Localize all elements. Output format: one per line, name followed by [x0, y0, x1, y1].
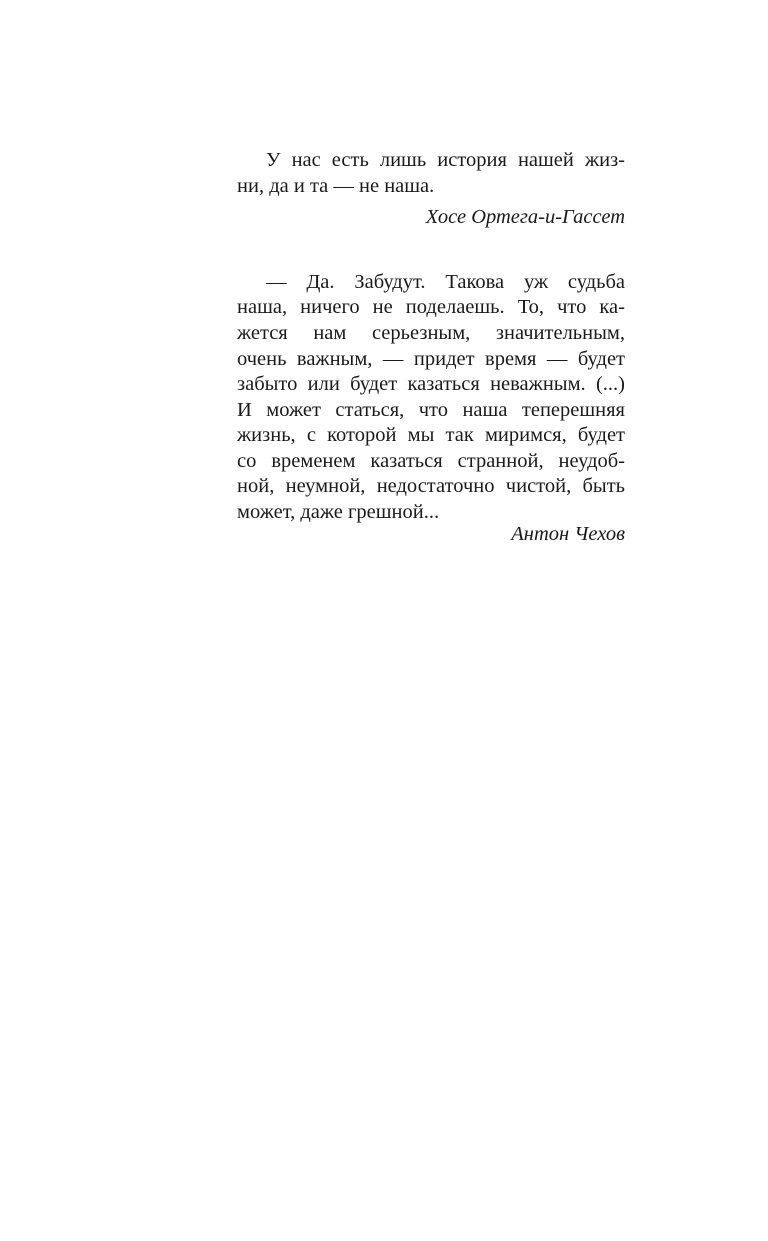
epigraph-2-line: со временем казаться странной, неудоб- [237, 450, 625, 472]
epigraph-1-line: ни, да и та — не наша. [237, 175, 435, 197]
epigraph-2-line: ной, неумной, недостаточно чистой, быть [237, 475, 625, 497]
epigraph-2-line: забыто или будет казаться неважным. (...) [237, 373, 625, 395]
epigraph-2-line: жизнь, с которой мы так миримся, будет [237, 424, 625, 446]
epigraph-2-line: может, даже грешной... [237, 501, 440, 523]
epigraph-2-line: — Да. Забудут. Такова уж судьба [266, 271, 625, 293]
epigraph-1-author: Хосе Ортега-и-Гассет [425, 206, 625, 228]
epigraph-2-line: жется нам серьезным, значительным, [237, 322, 625, 344]
epigraph-2-line: очень важным, — придет время — будет [237, 348, 625, 370]
epigraph-2-author: Антон Чехов [511, 523, 625, 545]
epigraph-2-line: И может статься, что наша теперешняя [237, 399, 625, 421]
epigraph-2-line: наша, ничего не поделаешь. То, что ка- [237, 296, 625, 318]
epigraph-1-line: У нас есть лишь история нашей жиз- [266, 149, 625, 171]
